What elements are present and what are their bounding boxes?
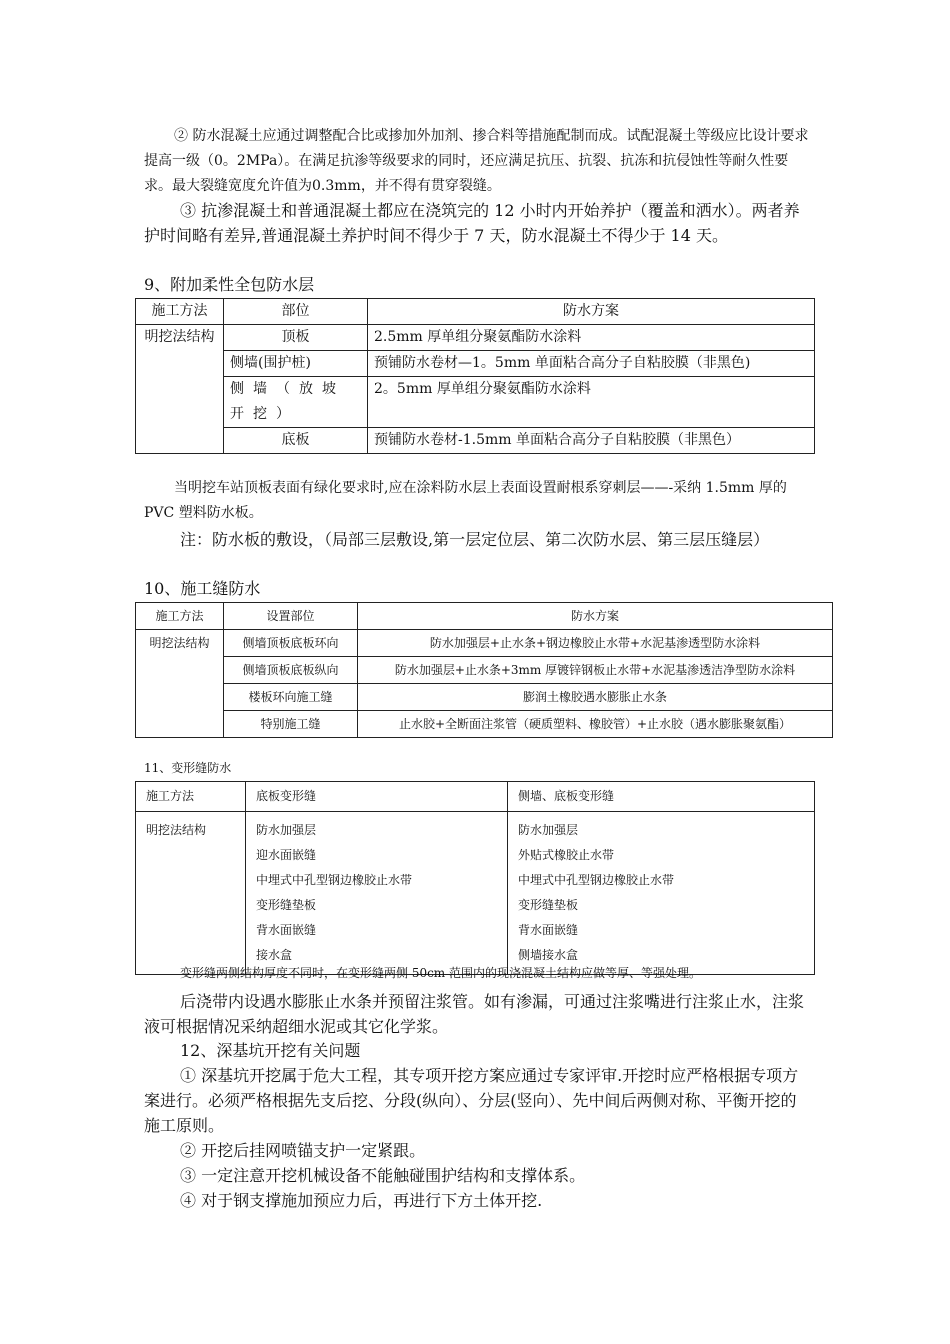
location-cell: 侧墙顶板底板环向 — [224, 630, 358, 657]
paragraph-concrete-mix: ② 防水混凝土应通过调整配合比或掺加外加剂、掺合料等措施配制而成。试配混凝土等级应比设计要求提高一级（0。2MPa）。在满足抗渗等级要求的同时，还应满足抗压、抗裂、抗冻和抗侵蚀性等耐久性要求。最大裂缝宽度允许值为0.3mm，并不得有贯穿裂缝。 — [144, 128, 809, 194]
scheme-cell: 预铺防水卷材-1.5mm 单面粘合高分子自粘胶膜（非黑色） — [368, 428, 815, 454]
method-cell: 明挖法结构 — [136, 812, 246, 975]
measure-item: 背水面嵌缝 — [256, 923, 317, 937]
note-deformation-joint: 变形缝两侧结构厚度不同时，在变形缝两侧 50cm 范围内的现浇混凝土结构应做等厚、等强处理。 — [180, 966, 702, 980]
section-9-heading: 9、附加柔性全包防水层 — [144, 275, 315, 294]
part-cell: 底板 — [224, 428, 368, 454]
scheme-cell: 止水胶+全断面注浆管（硬质塑料、橡胶管）+止水胶（遇水膨胀聚氨酯） — [358, 711, 833, 738]
header-location: 设置部位 — [224, 603, 358, 630]
section-12-item-1: ① 深基坑开挖属于危大工程，其专项开挖方案应通过专家评审.开挖时应严格根据专项方案进行。必须严格根据先支后挖、分段(纵向）、分层(竖向）、先中间后两侧对称、平衡开挖的施工原则。 — [144, 1066, 799, 1135]
method-cell: 明挖法结构 — [136, 325, 224, 454]
header-method: 施工方法 — [136, 299, 224, 325]
scheme-cell: 膨润土橡胶遇水膨胀止水条 — [358, 684, 833, 711]
section-12-item-2: ② 开挖后挂网喷锚支护一定紧跟。 — [180, 1141, 426, 1160]
header-scheme: 防水方案 — [358, 603, 833, 630]
deformation-joint-table — [135, 781, 815, 975]
part-cell: 侧墙(围护桩) — [224, 351, 368, 377]
section-11-heading: 11、变形缝防水 — [144, 761, 232, 775]
location-cell: 侧墙顶板底板纵向 — [224, 657, 358, 684]
header-floor-joint: 底板变形缝 — [246, 782, 508, 812]
header-method: 施工方法 — [136, 782, 246, 812]
location-cell: 楼板环向施工缝 — [224, 684, 358, 711]
measure-item: 背水面嵌缝 — [518, 923, 579, 937]
section-12-item-4: ④ 对于钢支撑施加预应力后，再进行下方土体开挖. — [180, 1191, 543, 1210]
part-cell: 侧墙（放坡开挖） — [224, 377, 368, 428]
method-cell: 明挖法结构 — [136, 630, 224, 738]
section-10-heading: 10、施工缝防水 — [144, 579, 261, 598]
measure-item: 防水加强层 — [518, 823, 579, 837]
note-root-resistant-layer: 当明挖车站顶板表面有绿化要求时,应在涂料防水层上表面设置耐根系穿刺层——-采纳 1.5mm 厚的 PVC 塑料防水板。 — [144, 480, 787, 521]
measure-item: 接水盒 — [256, 948, 293, 962]
scheme-cell: 防水加强层+止水条+3mm 厚镀锌钢板止水带+水泥基渗透洁净型防水涂料 — [358, 657, 833, 684]
measure-item: 侧墙接水盒 — [518, 948, 579, 962]
header-wall-joint: 侧墙、底板变形缝 — [508, 782, 815, 812]
measure-item: 变形缝垫板 — [256, 898, 317, 912]
header-method: 施工方法 — [136, 603, 224, 630]
header-part: 部位 — [224, 299, 368, 325]
measure-item: 迎水面嵌缝 — [256, 848, 317, 862]
measure-item: 中埋式中孔型钢边橡胶止水带 — [518, 873, 675, 887]
floor-joint-measures — [246, 812, 508, 975]
construction-joint-table — [135, 602, 833, 738]
part-cell: 顶板 — [224, 325, 368, 351]
measure-item: 中埋式中孔型钢边橡胶止水带 — [256, 873, 413, 887]
location-cell: 特别施工缝 — [224, 711, 358, 738]
scheme-cell: 2.5mm 厚单组分聚氨酯防水涂料 — [368, 325, 815, 351]
note-waterproof-board: 注：防水板的敷设，（局部三层敷设,第一层定位层、第二次防水层、第三层压缝层） — [180, 530, 770, 549]
section-12-item-3: ③ 一定注意开挖机械设备不能触碰围护结构和支撑体系。 — [180, 1166, 586, 1185]
header-scheme: 防水方案 — [368, 299, 815, 325]
paragraph-curing: ③ 抗渗混凝土和普通混凝土都应在浇筑完的 12 小时内开始养护（覆盖和洒水）。两者养护时间略有差异,普通混凝土养护时间不得少于 7 天，防水混凝土不得少于 14 天。 — [144, 201, 800, 245]
flexible-waterproof-table — [135, 298, 815, 454]
paragraph-post-cast-strip: 后浇带内设遇水膨胀止水条并预留注浆管。如有渗漏，可通过注浆嘴进行注浆止水，注浆液可根据情况采纳超细水泥或其它化学浆。 — [144, 992, 805, 1036]
section-12-heading: 12、深基坑开挖有关问题 — [180, 1041, 361, 1060]
measure-item: 防水加强层 — [256, 823, 317, 837]
scheme-cell: 预铺防水卷材—1。5mm 单面粘合高分子自粘胶膜（非黑色) — [368, 351, 815, 377]
scheme-cell: 防水加强层+止水条+钢边橡胶止水带+水泥基渗透型防水涂料 — [358, 630, 833, 657]
measure-item: 外贴式橡胶止水带 — [518, 848, 615, 862]
scheme-cell: 2。5mm 厚单组分聚氨酯防水涂料 — [368, 377, 815, 428]
wall-joint-measures — [508, 812, 815, 975]
measure-item: 变形缝垫板 — [518, 898, 579, 912]
